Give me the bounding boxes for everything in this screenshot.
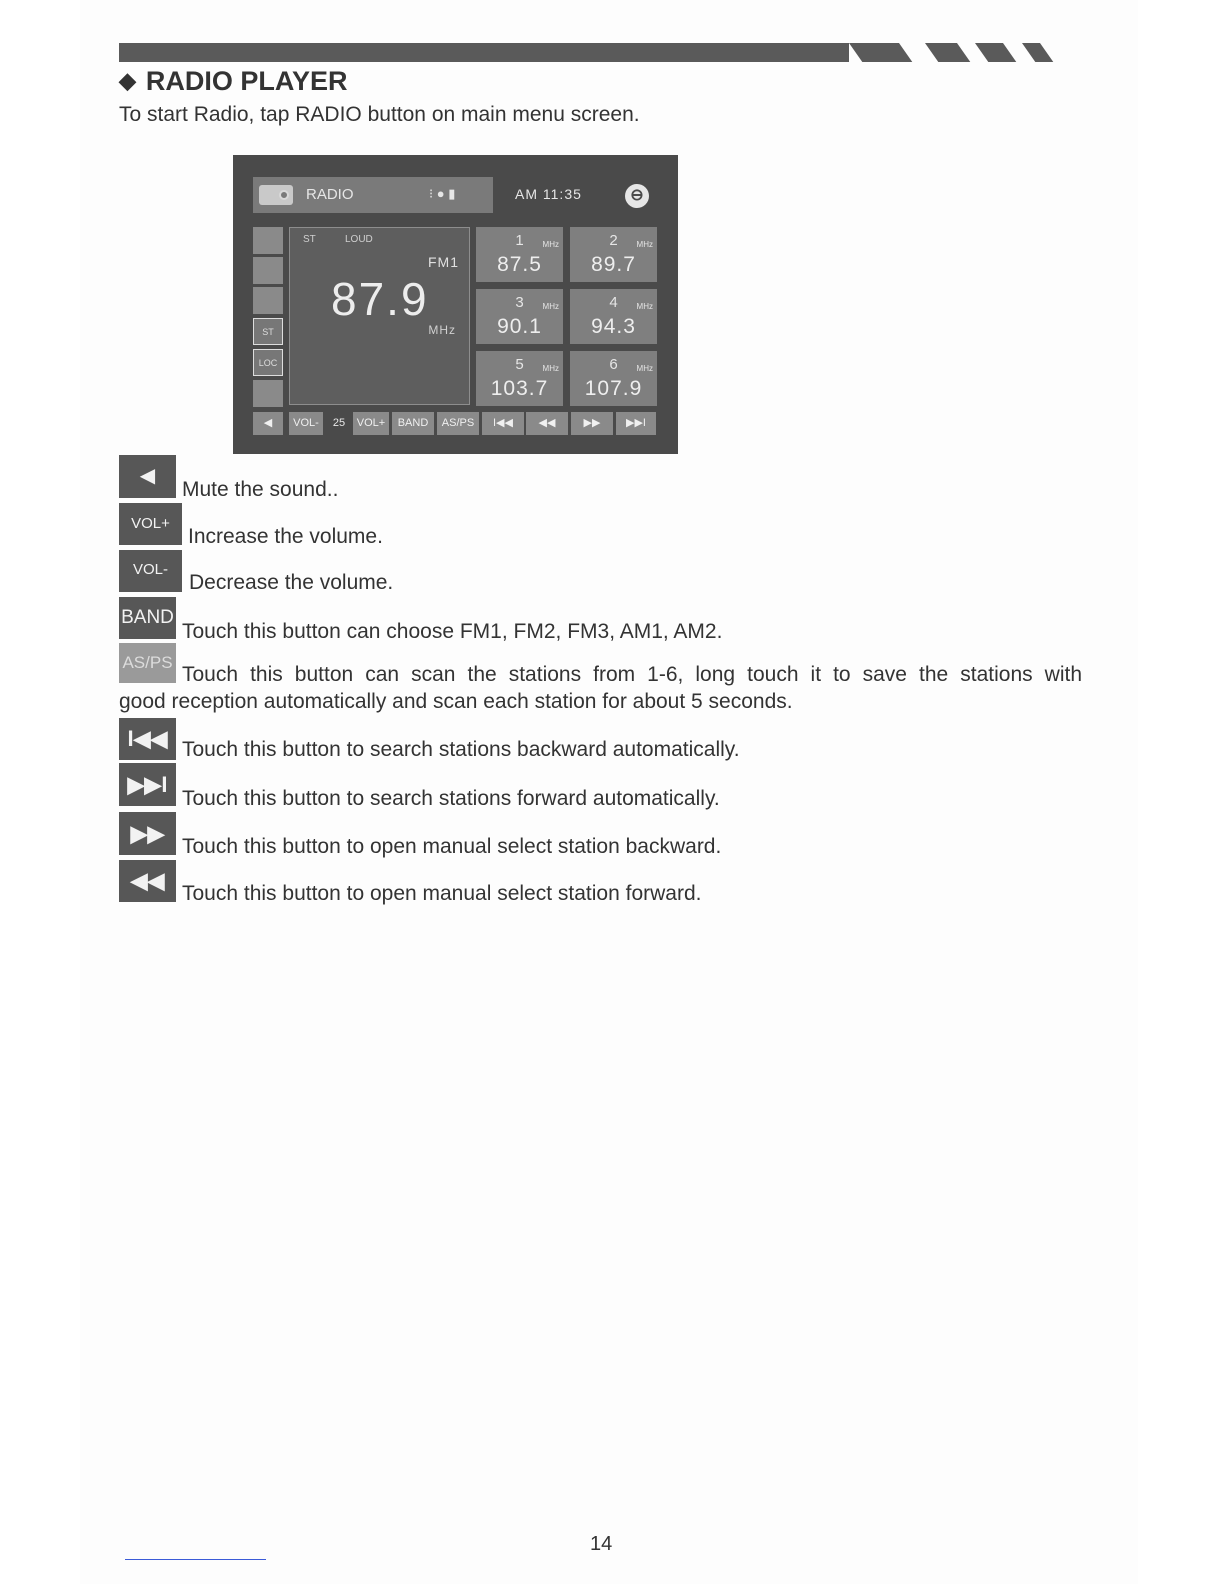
legend-text-vol-down: Decrease the volume. — [189, 571, 394, 594]
step-back-icon[interactable]: ◀◀ — [526, 412, 568, 435]
radio-app-label: RADIO — [306, 186, 354, 203]
preset-button-5[interactable] — [476, 351, 563, 406]
seek-forward-icon: ▶▶I — [119, 763, 176, 806]
band-button[interactable]: BAND — [392, 412, 434, 435]
header-stripe — [975, 43, 1016, 62]
preset-frequency: 87.5 — [497, 253, 542, 276]
frequency-unit: MHz — [428, 323, 456, 337]
vol-down-button[interactable]: VOL- — [289, 412, 323, 435]
preset-number: 5 — [515, 356, 524, 373]
side-button[interactable] — [253, 380, 283, 407]
preset-number: 2 — [609, 232, 618, 249]
seek-back-icon: I◀◀ — [119, 718, 176, 760]
mute-icon: ◀ — [119, 455, 176, 498]
step-back-icon: ◀◀ — [119, 860, 176, 902]
preset-unit: MHz — [636, 302, 653, 311]
section-header-bar — [119, 43, 849, 62]
loc-button[interactable]: LOC — [253, 349, 283, 376]
legend-text-mute: Mute the sound.. — [182, 478, 339, 501]
back-icon[interactable]: ⊖ — [625, 184, 649, 208]
vol-down-icon: VOL- — [119, 550, 182, 592]
band-icon: BAND — [119, 597, 176, 639]
page-margin-left — [0, 0, 80, 1584]
preset-unit: MHz — [542, 302, 559, 311]
mute-icon[interactable]: ◀ — [253, 412, 283, 435]
footer-rule — [125, 1559, 266, 1560]
preset-unit: MHz — [542, 240, 559, 249]
preset-button-3[interactable] — [476, 289, 563, 344]
asps-button[interactable]: AS/PS — [437, 412, 479, 435]
current-frequency: 87.9 — [331, 273, 429, 325]
preset-button-1[interactable] — [476, 227, 563, 282]
volume-level: 25 — [332, 417, 346, 429]
side-button[interactable] — [253, 227, 283, 254]
legend-text-band: Touch this button can choose FM1, FM2, FM3, AM1, AM2. — [182, 620, 723, 643]
section-title — [119, 66, 347, 97]
header-stripe — [849, 43, 912, 62]
legend-text-seek-forward: Touch this button to search stations forward automatically. — [182, 787, 720, 810]
preset-unit: MHz — [542, 364, 559, 373]
header-stripe — [925, 43, 970, 62]
radio-top-bar — [253, 177, 493, 213]
vol-up-icon: VOL+ — [119, 503, 182, 545]
side-button[interactable] — [253, 287, 283, 314]
preset-unit: MHz — [636, 240, 653, 249]
seek-forward-icon[interactable]: ▶▶I — [616, 412, 656, 435]
side-button[interactable] — [253, 257, 283, 284]
legend-text-vol-up: Increase the volume. — [188, 525, 383, 548]
preset-button-4[interactable] — [570, 289, 657, 344]
preset-unit: MHz — [636, 364, 653, 373]
clock: AM 11:35 — [515, 186, 582, 202]
preset-number: 4 — [609, 294, 618, 311]
preset-frequency: 103.7 — [490, 377, 549, 400]
diamond-bullet-icon: ◆ — [119, 68, 136, 93]
legend-text-asps-cont: good reception automatically and scan each station for about 5 seconds. — [119, 690, 793, 713]
legend-text-step-back: Touch this button to open manual select station forward. — [182, 882, 702, 905]
intro-text: To start Radio, tap RADIO button on main menu screen. — [119, 103, 640, 126]
page-number: 14 — [590, 1533, 613, 1555]
radio-icon — [259, 185, 293, 205]
preset-number: 1 — [515, 232, 524, 249]
frequency-display — [289, 227, 470, 405]
stereo-indicator: ST — [303, 234, 316, 245]
loud-indicator: LOUD — [345, 234, 373, 245]
section-title-text: RADIO PLAYER — [145, 66, 348, 96]
asps-icon: AS/PS — [119, 643, 176, 683]
preset-frequency: 90.1 — [497, 315, 542, 338]
band-indicator: FM1 — [428, 254, 459, 270]
page-margin-right — [1138, 0, 1224, 1584]
legend-text-step-forward: Touch this button to open manual select station backward. — [182, 835, 722, 858]
legend-text-seek-back: Touch this button to search stations backward automatically. — [182, 738, 740, 761]
legend-text-asps: Touch this button can scan the stations from 1-6, long touch it to save the stations with — [182, 663, 1082, 686]
preset-number: 6 — [609, 356, 618, 373]
preset-button-2[interactable] — [570, 227, 657, 282]
preset-frequency: 89.7 — [591, 253, 636, 276]
step-forward-icon[interactable]: ▶▶ — [571, 412, 613, 435]
step-forward-icon: ▶▶ — [119, 812, 176, 855]
radio-screen-screenshot — [233, 155, 678, 454]
preset-button-6[interactable] — [570, 351, 657, 406]
vol-up-button[interactable]: VOL+ — [353, 412, 389, 435]
status-icons: ⁝ ● ▮ — [429, 186, 456, 201]
preset-number: 3 — [515, 294, 524, 311]
seek-back-icon[interactable]: I◀◀ — [482, 412, 524, 435]
st-button[interactable]: ST — [253, 318, 283, 345]
header-stripe — [1022, 43, 1053, 62]
preset-frequency: 94.3 — [591, 315, 636, 338]
preset-frequency: 107.9 — [584, 377, 643, 400]
